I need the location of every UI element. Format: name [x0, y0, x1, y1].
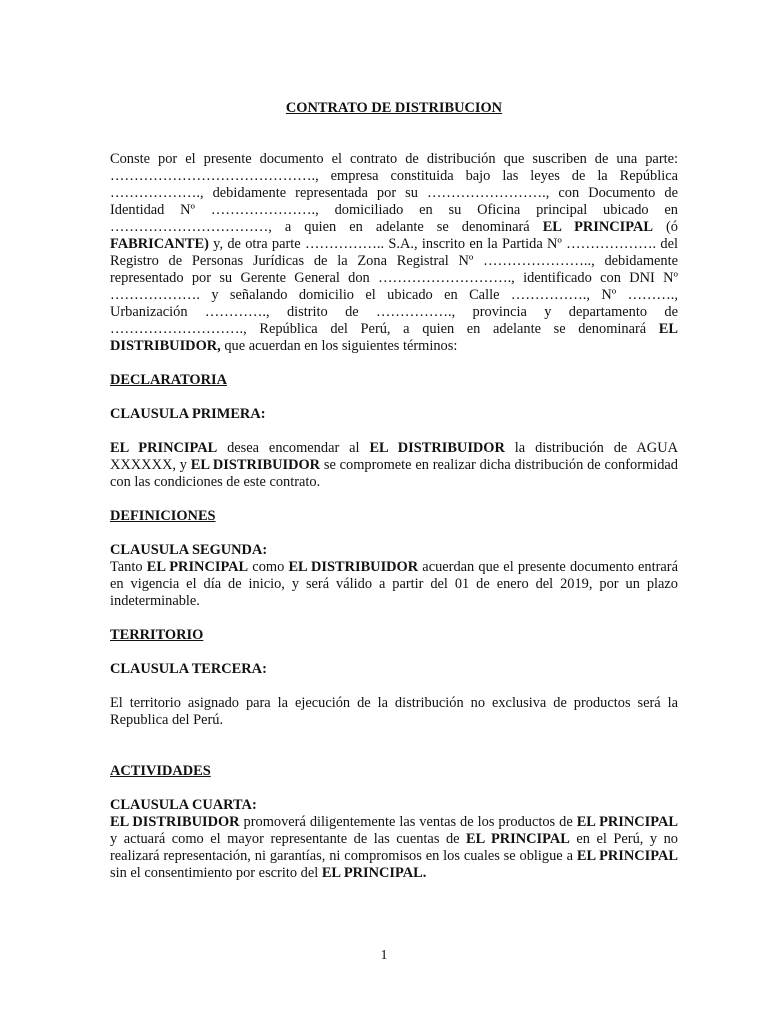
clause-segunda-text	[110, 559, 678, 610]
document-body	[110, 100, 678, 882]
clause-heading-tercera: CLAUSULA TERCERA:	[110, 661, 267, 677]
intro-paragraph	[110, 151, 678, 355]
clause-primera-text	[110, 440, 678, 491]
primera-text-3: se compromete en realizar dicha distribución de conformidad con las condiciones de este contrato.	[110, 457, 678, 490]
section-heading-definiciones: DEFINICIONES	[110, 508, 216, 524]
segunda-bold-2: EL DISTRIBUIDOR	[288, 559, 419, 575]
clause-heading-cuarta: CLAUSULA CUARTA:	[110, 797, 257, 813]
cuarta-text-1: promoverá diligentemente las ventas de los productos de	[239, 814, 577, 830]
clause-cuarta-text	[110, 814, 678, 882]
section-heading-actividades: ACTIVIDADES	[110, 763, 211, 779]
clause-heading-primera: CLAUSULA PRIMERA:	[110, 406, 266, 422]
primera-bold-2: EL DISTRIBUIDOR	[369, 440, 505, 456]
segunda-text-0: Tanto	[110, 559, 147, 575]
cuarta-bold-3: EL PRINCIPAL	[466, 831, 570, 847]
segunda-text-2: acuerdan que el presente documento entrará en vigencia el día de inicio, y será válido a partir del 01 de enero del 2019, por un plazo indeterminable.	[110, 559, 678, 609]
clause-tercera-text: El territorio asignado para la ejecución de la distribución no exclusiva de productos será la Republica del Perú.	[110, 695, 678, 728]
document-title: CONTRATO DE DISTRIBUCION	[285, 100, 503, 116]
cuarta-text-3: en el Perú, y no realizará representación, ni garantías, ni compromisos en los cuales se obligue a	[110, 831, 678, 864]
primera-text-2: la distribución de AGUA XXXXXX, y	[110, 440, 678, 473]
intro-bold-fabricante: FABRICANTE)	[110, 236, 209, 252]
intro-text-2: (ó	[653, 219, 678, 235]
clause-heading-segunda: CLAUSULA SEGUNDA:	[110, 542, 268, 558]
cuarta-text-2: y actuará como el mayor representante de las cuentas de	[110, 831, 467, 847]
cuarta-bold-1: EL DISTRIBUIDOR	[110, 814, 240, 830]
segunda-bold-1: EL PRINCIPAL	[146, 559, 249, 575]
intro-text-4: que acuerdan en los siguientes términos:	[220, 338, 458, 354]
section-heading-declaratoria: DECLARATORIA	[110, 372, 228, 388]
intro-bold-distribuidor: EL DISTRIBUIDOR,	[110, 321, 678, 354]
cuarta-bold-4: EL PRINCIPAL	[576, 848, 678, 864]
primera-text-1: desea encomendar al	[217, 440, 370, 456]
intro-text-3: y, de otra parte …………….. S.A., inscrito en la Partida Nº ………………. del Registro de Personas Jurídicas de la Zona Registral Nº ………………….., debidamente representado por su Gerente General don ………………………., identificado con DNI Nº ………………. y señalando domicilio el ubicado en Calle ……………., Nº ………., Urbanización …………., distrito de ……………., provincia y departamento de ………………………., República del Perú, a quien en adelante se denominará	[110, 236, 678, 337]
intro-bold-principal: EL PRINCIPAL	[542, 219, 653, 235]
primera-bold-3: EL DISTRIBUIDOR	[190, 457, 321, 473]
primera-bold-1: EL PRINCIPAL	[110, 440, 218, 456]
page-number: 1	[380, 948, 388, 963]
section-heading-territorio: TERRITORIO	[110, 627, 204, 643]
cuarta-bold-5: EL PRINCIPAL.	[321, 865, 427, 881]
cuarta-bold-2: EL PRINCIPAL	[576, 814, 678, 830]
cuarta-text-4: sin el consentimiento por escrito del	[110, 865, 322, 881]
intro-text-1: Conste por el presente documento el contrato de distribución que suscriben de una parte: ……………………………………., empresa constituida bajo las leyes de la República ………………., debidamente representada por su ……………………., con Documento de Identidad Nº …………………., domiciliado en su Oficina principal ubicado en ……………………………, a quien en adelante se denominará	[110, 151, 678, 235]
segunda-text-1: como	[248, 559, 289, 575]
